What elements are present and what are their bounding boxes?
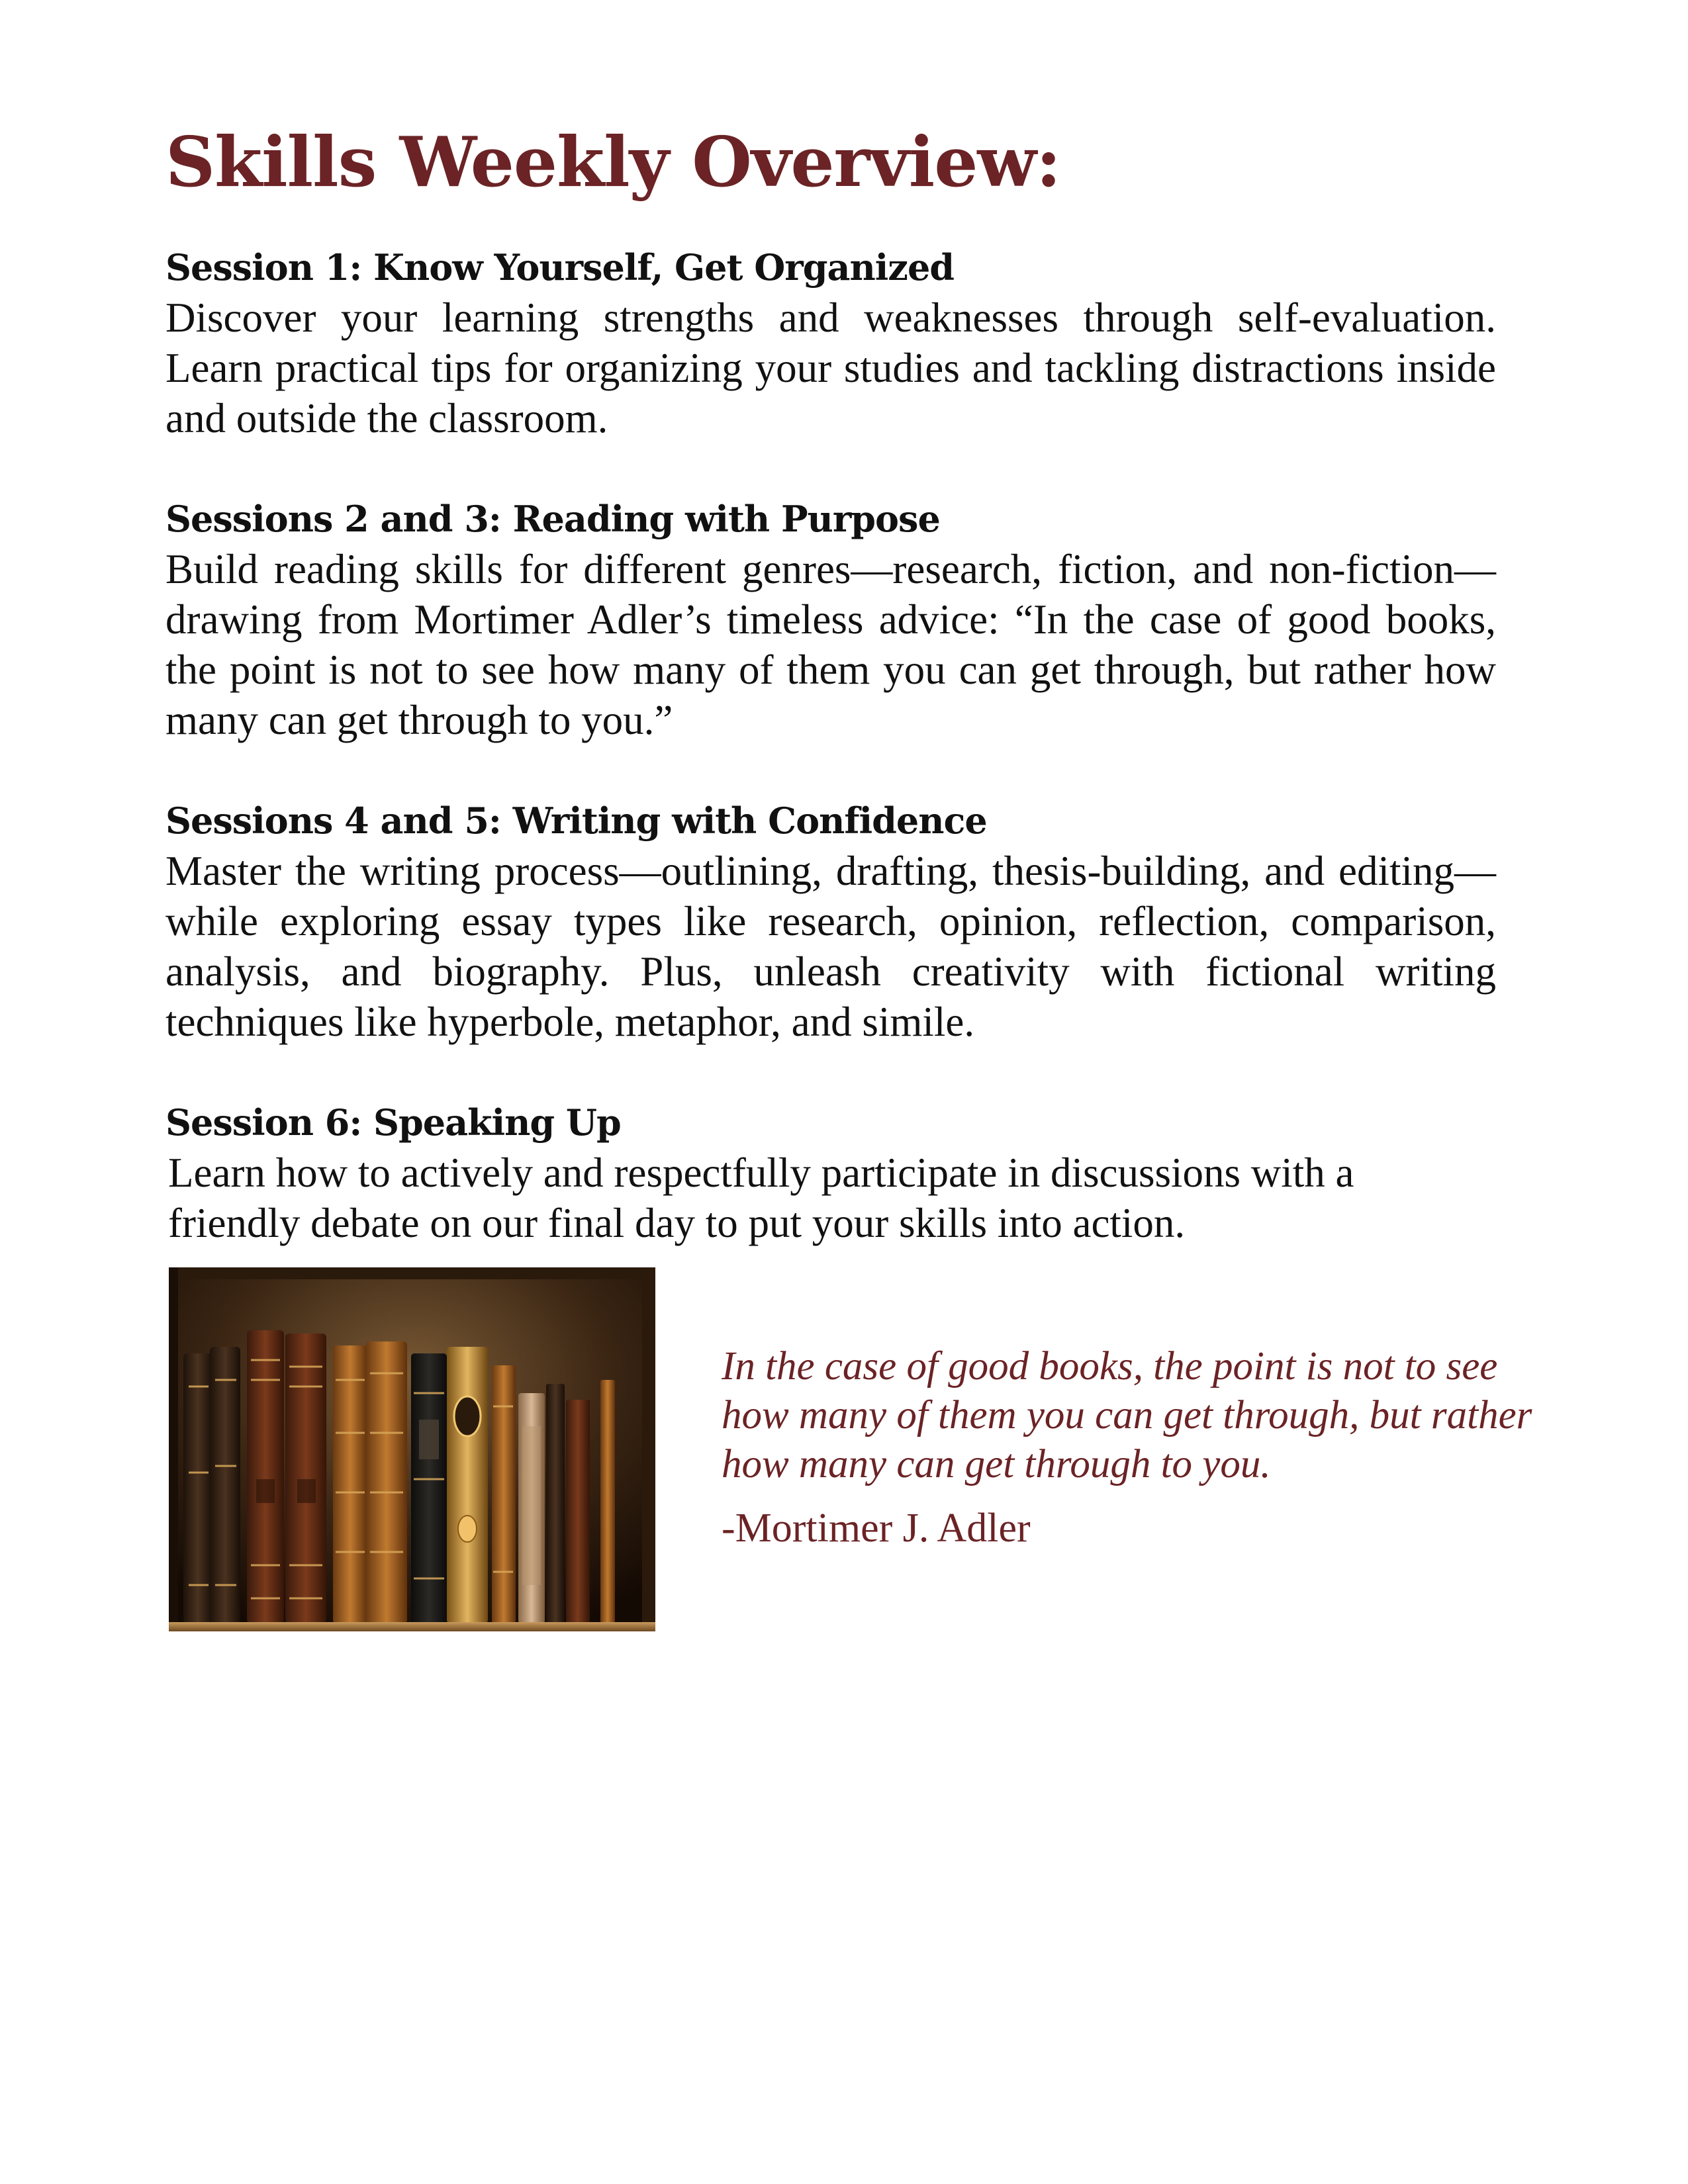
session-4-5 <box>165 796 1496 1047</box>
session-heading: Session 6: Speaking Up <box>165 1101 621 1144</box>
session-6 <box>165 1097 1496 1248</box>
quote-text: In the case of good books, the point is not to see how many of them you can get through, but rather how many can get through to you. <box>722 1344 1532 1486</box>
session-2-3 <box>165 494 1496 745</box>
session-heading: Session 1: Know Yourself, Get Organized <box>165 246 955 289</box>
session-heading: Sessions 4 and 5: Writing with Confidence <box>165 799 987 842</box>
quote-attribution: -Mortimer J. Adler <box>722 1506 1031 1551</box>
document-page <box>165 113 1496 1267</box>
quote-feature <box>169 1267 1532 1631</box>
quote-block <box>722 1342 1536 1553</box>
session-heading: Sessions 2 and 3: Reading with Purpose <box>165 498 940 540</box>
session-description: Learn how to actively and respectfully participate in discussions with a friendly debate on our final day to put your skills into action. <box>168 1150 1354 1246</box>
session-description: Discover your learning strengths and weaknesses through self-evaluation. Learn practical tips for organizing your studies and tackling distractions inside and outside the classroom. <box>165 295 1496 441</box>
bookshelf-image <box>169 1267 655 1631</box>
session-description: Build reading skills for different genres—research, fiction, and non-fiction—drawing from Mortimer Adler’s timeless advice: “In the case of good books, the point is not to see how many of them you can get through, but rather how many can get through to you.” <box>165 546 1496 743</box>
session-1 <box>165 242 1496 443</box>
session-description: Master the writing process—outlining, drafting, thesis-building, and editing—while exploring essay types like research, opinion, reflection, comparison, analysis, and biography. Plus, unleash creativity with fictional writing techniques like hyperbole, metaphor, and simile. <box>165 848 1496 1045</box>
page-title: Skills Weekly Overview: <box>165 121 1061 203</box>
